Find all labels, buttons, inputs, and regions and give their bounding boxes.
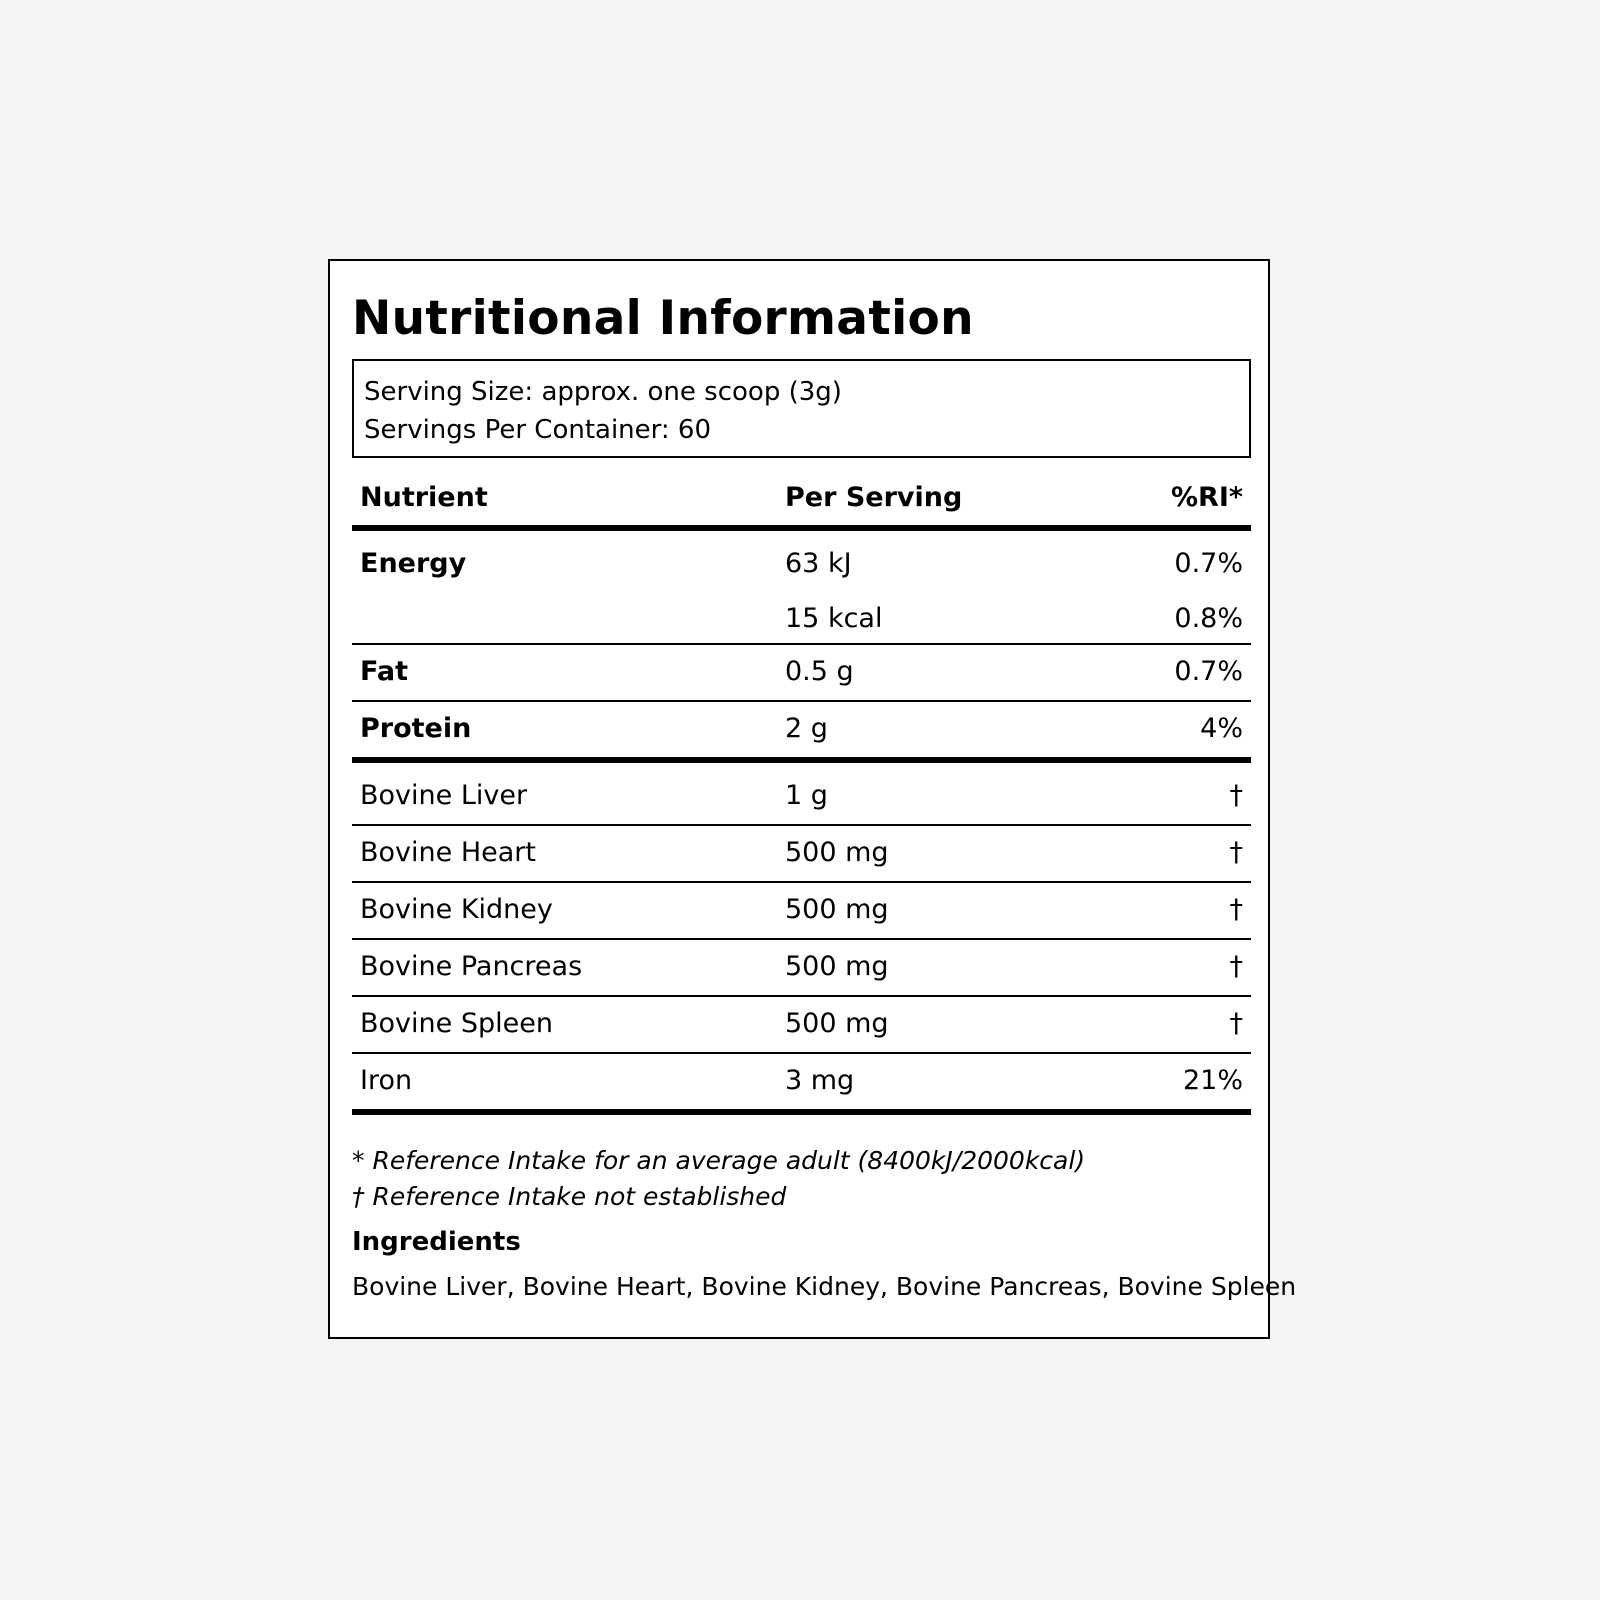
ingredient-ri: 21% xyxy=(1182,1065,1243,1096)
ingredient-name: Bovine Heart xyxy=(360,837,536,868)
nutrient-name: Fat xyxy=(360,656,408,687)
footnote-reference-intake: * Reference Intake for an average adult (8400kJ/2000kcal) xyxy=(352,1146,1086,1175)
ingredient-amount: 500 mg xyxy=(785,894,889,925)
nutrition-label xyxy=(328,259,1297,1339)
nutrient-ri: 0.7% xyxy=(1174,548,1243,579)
ingredients-list: Bovine Liver, Bovine Heart, Bovine Kidney, Bovine Pancreas, Bovine Spleen xyxy=(352,1272,1297,1301)
footnotes xyxy=(352,1143,1085,1215)
table-header-row xyxy=(352,471,1251,525)
nutrient-name: Energy xyxy=(360,548,467,579)
ingredient-name: Bovine Spleen xyxy=(360,1008,553,1039)
ingredient-amount: 500 mg xyxy=(785,837,889,868)
nutrient-amount: 2 g xyxy=(785,713,828,744)
nutrient-amount: 0.5 g xyxy=(785,656,854,687)
table-row xyxy=(352,1054,1251,1109)
ingredient-ri: † xyxy=(1229,1008,1243,1039)
nutrient-ri: 0.7% xyxy=(1174,656,1243,687)
servings-per-container: Servings Per Container: 60 xyxy=(364,415,712,445)
table-row xyxy=(352,940,1251,995)
ingredient-name: Iron xyxy=(360,1065,413,1096)
ingredient-amount: 3 mg xyxy=(785,1065,855,1096)
ingredients-heading: Ingredients xyxy=(352,1227,521,1257)
nutrient-amount: 15 kcal xyxy=(785,603,883,634)
ingredient-ri: † xyxy=(1229,951,1243,982)
ingredient-name: Bovine Pancreas xyxy=(360,951,583,982)
nutrient-name: Protein xyxy=(360,713,472,744)
ingredient-ri: † xyxy=(1229,837,1243,868)
label-title: Nutritional Information xyxy=(352,291,974,346)
table-row xyxy=(352,997,1251,1052)
ingredient-amount: 500 mg xyxy=(785,951,889,982)
table-row-fat xyxy=(352,645,1251,700)
ingredient-name: Bovine Kidney xyxy=(360,894,553,925)
footnote-not-established: † Reference Intake not established xyxy=(352,1182,787,1211)
ingredient-name: Bovine Liver xyxy=(360,780,528,811)
table-row xyxy=(352,883,1251,938)
table-row xyxy=(352,826,1251,881)
serving-size: Serving Size: approx. one scoop (3g) xyxy=(364,377,842,407)
table-row xyxy=(352,769,1251,824)
ingredient-amount: 500 mg xyxy=(785,1008,889,1039)
ingredient-amount: 1 g xyxy=(785,780,828,811)
nutrient-ri: 0.8% xyxy=(1174,603,1243,634)
nutrient-ri: 4% xyxy=(1200,713,1243,744)
header-per-serving: Per Serving xyxy=(785,482,963,513)
table-bottom-divider xyxy=(352,1109,1251,1115)
table-row-energy-kj xyxy=(352,537,1251,592)
table-row-energy-kcal xyxy=(352,592,1251,643)
ingredient-ri: † xyxy=(1229,780,1243,811)
table-row-protein xyxy=(352,702,1251,757)
ingredient-ri: † xyxy=(1229,894,1243,925)
header-nutrient: Nutrient xyxy=(360,482,488,513)
header-ri: %RI* xyxy=(1170,482,1243,513)
nutrient-amount: 63 kJ xyxy=(785,548,852,579)
nutrition-table xyxy=(352,471,1251,1115)
serving-info-box xyxy=(352,359,1251,458)
